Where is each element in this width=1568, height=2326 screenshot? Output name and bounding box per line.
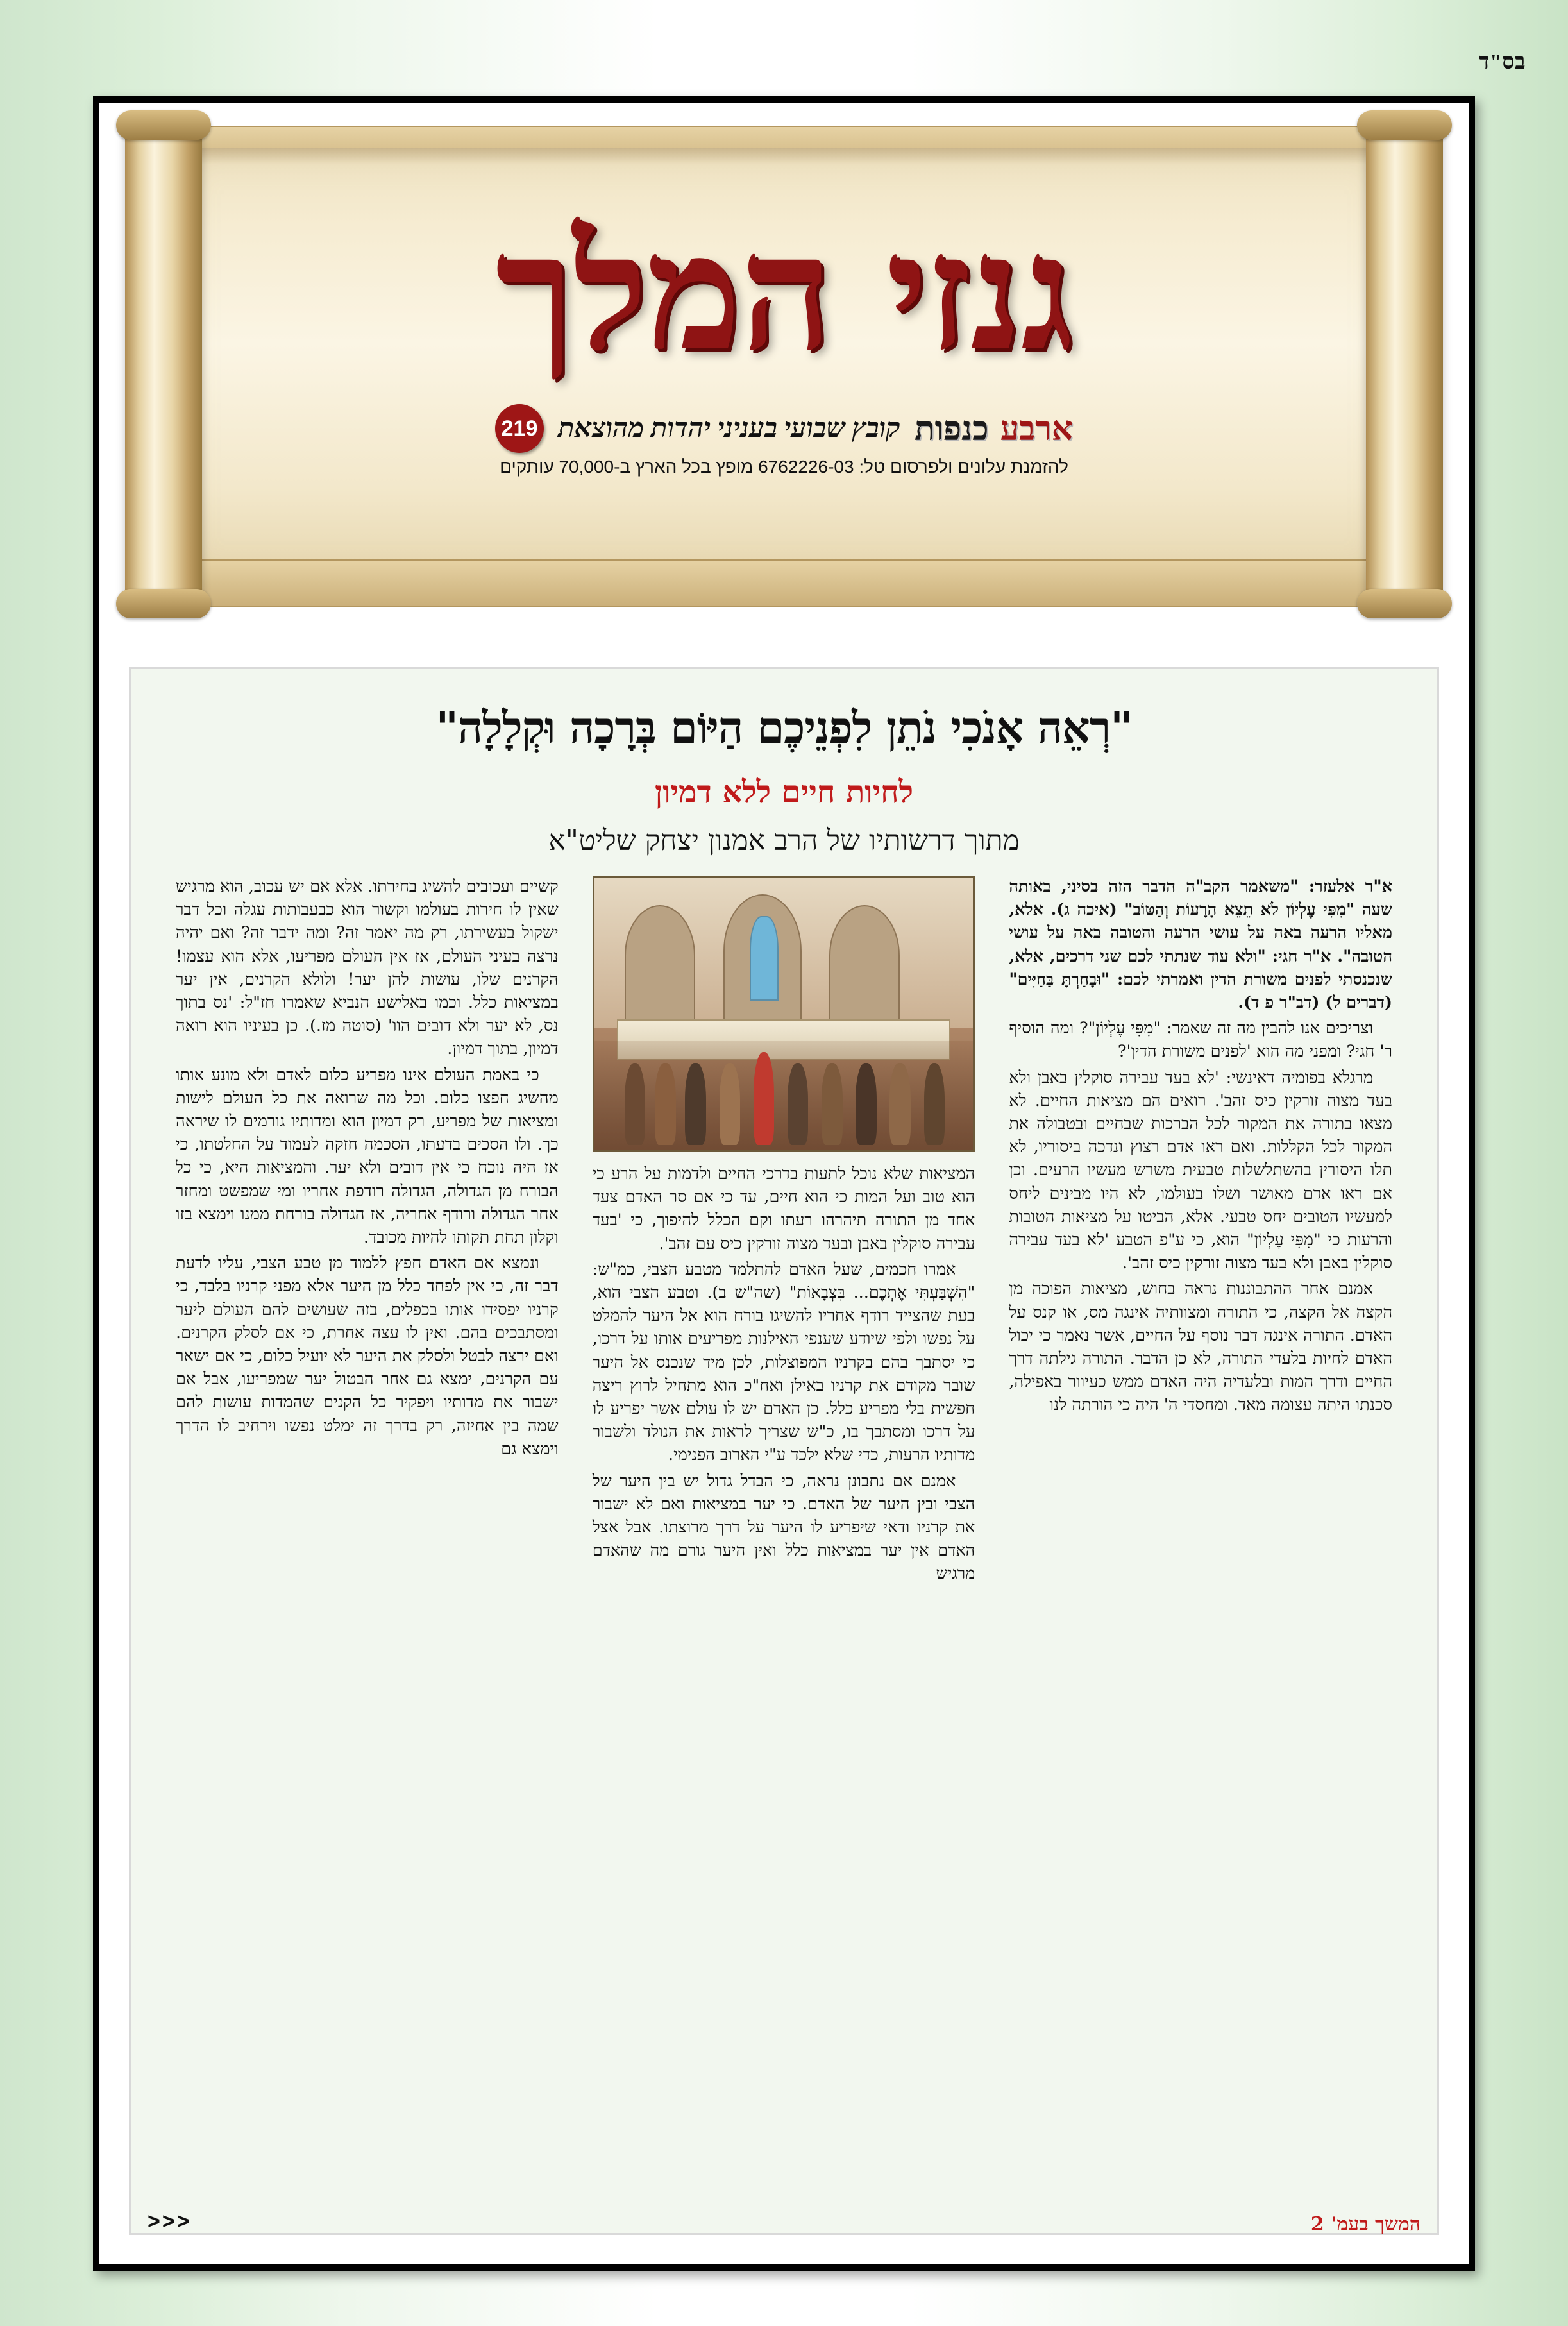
article-headline: "רְאֵה אָנֹכִי נֹתֵן לִפְנֵיכֶם הַיּוֹם בְּרָכָה וּקְלָלָה" <box>435 702 1133 754</box>
page-frame-inner <box>99 103 1469 2264</box>
scroll-curl-bottom <box>176 559 1392 607</box>
contact-line: להזמנת עלונים ולפרסום טל: 6762226-03 מופץ בכל הארץ ב-70,000 עותקים <box>500 457 1068 477</box>
publication-title: גנזי המלך <box>495 198 1073 386</box>
article-column-middle <box>576 875 993 2075</box>
scroll-roller-right-cap-bottom <box>1357 589 1452 618</box>
scroll-roller-right-cap-top <box>1357 110 1452 140</box>
illustration-window <box>750 916 779 1000</box>
paragraph: המציאות שלא נוכל לתעות בדרכי החיים ולדמות על הרע כי הוא טוב ועל המות כי הוא חיים, עד כי אם סר האדם צעד אחד מן התורה תיהרהו רעתו וקם הכלל להיפוך, כי 'בעד עבירה סוקלין באבן ובעד מצוה זורקין כיס עם זהב'. <box>592 1164 975 1253</box>
bsd-mark: בס"ד <box>1479 50 1526 74</box>
illustration-figure <box>625 1063 645 1144</box>
paragraph: א"ר אלעזר: "משאמר הקב"ה הדבר הזה בסיני, באותה שעה "מִפִּי עֶלְיוֹן לֹא תֵצֵא הָרָעוֹת וְהַטּוֹב" (איכה ג). אלא, מאליו הרעה באה על עושי הרעה והטובה באה על עושי הטובה". א"ר חגי: "ולא עוד שנתתי לכם שני דרכים, אלא, שנכנסתי לפנים משורת הדין ואמרתי לכם: "וּבָחַרְתָּ בַּחַיִּים" (דברים ל) (דב"ר פ ד). <box>1009 877 1392 1013</box>
article-panel <box>129 667 1439 2235</box>
paragraph: אמנם אחר ההתבוננות נראה בחוש, מציאות הפוכה מן הקצה אל הקצה, כי התורה ומצוותיה אינגה מס, או קנס על האדם. התורה אינגה דבר נוסף על החיים, אשר נאמר כי יכול האדם לחיות בלעדי התורה, לא כן הדבר. התורה גילתה דרך החיים ודרך המות ובלעדיה היה האדם ממש כעיוור באפילה, סכנתו היתה עצומה מאד. ומחסדי ה' היה כי הורתה לנו <box>1009 1279 1392 1415</box>
paragraph: וצריכים אנו להבין מה זה שאמר: "מִפִּי עֶלְיוֹן"? ומה הוסיף ר' חגי? ומפני מה הוא 'לפנים משורת הדין'? <box>1009 1019 1392 1062</box>
illustration-crowd <box>594 1041 974 1150</box>
paragraph: אמרו חכמים, שעל האדם להתלמד מטבע הצבי, כמ"ש: "הִשְׁבַּעְתִּי אֶתְכֶם... בִּצְבָאוֹת" (שה"ש ב). וטבע הצבי הוא, בעת שהצייד רודף אחריו להשיגו בורח הוא אל היער להמלט על נפשו ולפי שיודע שענפי האילנות מפריעים אותו על דרכו, כי יסתבך בהם בקרניו המפוצלות, לכן מיד שנכנס אל היער שובר מקודם את קרניו באילן ואח"כ הוא מתחיל לרוץ ריצה חפשית בלי מפריע כלל. כן האדם יש לו עולם אשר יפריע לו על דרכו ומסתבך בו, כ"ש שצריך לראות את הנולד ולשבור מדותיו הרעות, כדי שלא ילכד ע"י הארוב הפנימי. <box>592 1259 975 1465</box>
illustration-figure <box>655 1063 675 1144</box>
page-frame <box>93 96 1475 2271</box>
illustration-figure <box>685 1063 705 1144</box>
illustration-arch <box>829 905 900 1039</box>
paragraph: כי באמת העולם אינו מפריע כלום לאדם ולא מונע אותו מהשיג חפצו כלום. וכל מה שרואה את כל העולם לישות ומציאות של מפריע, רק דמיון הוא ומדותיו גורמים לו שיראה כך. ולו הסכים בדעתו, הסכמה חזקה לעמוד על החלטתו, כי אז היה נוכח כי אין דובים ולא יער. והמציאות היא, כי כל הבורח מן הגדולה, הגדולה רודפת אחריו ומי שמפשט ומחזר אחר הגדולה ורודף אחריה, אז הגדולה בורחת ממנו וימצא בזו וקלון תחת תקותו להיות מכובד. <box>176 1065 559 1248</box>
publisher-brand-black: כנפות <box>914 409 1000 448</box>
publisher-brand <box>915 409 1073 448</box>
scroll-roller-left-cap-top <box>116 110 211 140</box>
publisher-brand-red: ארבע <box>1000 409 1074 448</box>
paragraph: מרגלא בפומיה דאינשי: 'לא בעד עבירה סוקלין באבן ולא בעד מצוה זורקין כיס זהב'. רואים הם מציאות החיים. לא מצאו בתורה את המקור לכל הברכות שבחיים ובטבולה את המקור לכל הקללות. ואם ראו אדם רצוץ ונדכה ביסוריו, לא תלו היסורין בהשתלשלות טבעית משרש מעשיו הרעים. וכן אם ראו אדם מאושר ושלו בעולמו, לא היו מבינים ליחס למעשיו הטובים יחס טבעי. אלא, הביטו על מציאות הטובות והרעות כי "מִפִּי עֶלְיוֹן" הוא, כי ע"פ הטבע 'לא בעד עבירה סוקלין באבן ולא בעד מצוה זורקין כיס זהב'. <box>1009 1067 1392 1273</box>
illustration-arch <box>625 905 695 1039</box>
illustration-figure <box>822 1063 842 1144</box>
continued-label: המשך בעמ' 2 <box>1310 2213 1420 2236</box>
masthead <box>99 103 1469 667</box>
illustration-figure <box>788 1063 808 1144</box>
synagogue-illustration <box>593 876 975 1152</box>
illustration-figure <box>856 1063 876 1144</box>
article-byline: מתוך דרשותיו של הרב אמנון יצחק שליט"א <box>548 824 1020 857</box>
paragraph: אמנם אם נתבונן נראה, כי הבדל גדול יש בין היער של הצבי ובין היער של האדם. כי יער במציאות ואם לא ישבור את קרניו ודאי שיפריע לו היער על דרך מרוצתו. אבל אצל האדם אין יער במציאות כלל ואין היער גורם מה שהאדם מרגיש <box>592 1471 975 1584</box>
illustration-figure <box>924 1063 945 1144</box>
continued-arrows-icon: <<< <box>148 2209 192 2234</box>
article-column-left <box>159 875 576 2075</box>
issue-number-badge: 219 <box>495 404 544 453</box>
illustration-figure <box>889 1063 910 1144</box>
scroll-roller-left-cap-bottom <box>116 589 211 618</box>
article-column-right <box>992 875 1409 2075</box>
illustration-figure <box>754 1052 774 1144</box>
illustration-figure <box>720 1063 740 1144</box>
paragraph: ונמצא אם האדם חפץ ללמוד מן טבע הצבי, עליו לדעת דבר זה, כי אין לפחד כלל מן היער אלא מפני קרניו בלבד, כי קרניו יפסידו אותו בכפלים, בזה שעושים להם העולם ליער ומסתבכים בהם. ואין לו עצה אחרת, כי אם לסלק הקרנים. ואם ירצה לבטל ולסלק את היער לא יועיל כלום, כי אם ישאר עם הקרנים, ימצא גם אחר הבטול יער שמפריעו, אבל אם ישבור את מדותיו ויפקיר כל הקנים שהמדות עושות להם שמה בין אחיזה, רק בדרך זה ימלט נפשו וירחיב לו הדרך וימצא גם <box>176 1253 559 1459</box>
publication-subtitle: קובץ שבועי בעניני יהדות מהוצאת <box>557 414 900 443</box>
article-subhead: לחיות חיים ללא דמיון <box>654 774 914 810</box>
masthead-subtitle-row <box>99 404 1469 453</box>
article-columns <box>159 875 1409 2075</box>
paragraph: קשיים ועכובים להשיג בחירתו. אלא אם יש עכוב, הוא מרגיש שאין לו חירות בעולמו וקשור הוא כבעבותות עגלה וכל דבר ישקול בעשירתו, רק מה יאמר זה? ומה ידבר זה? ואם יהיה נרצה בעיני העולם, אז אין העולם מפריעו, אלא הוא עצמו! הקרנים שלו, עושות להן יער! ולולא הקרנים, אין יער במציאות כלל. וכמו באלישע הנביא שאמרו חז"ל: 'נס בתוך נס, לא יער ולא דובים הוו' (סוטה מז.). כן בעיניו הוא רואה דמיון, בתוך דמיון. <box>176 877 559 1059</box>
